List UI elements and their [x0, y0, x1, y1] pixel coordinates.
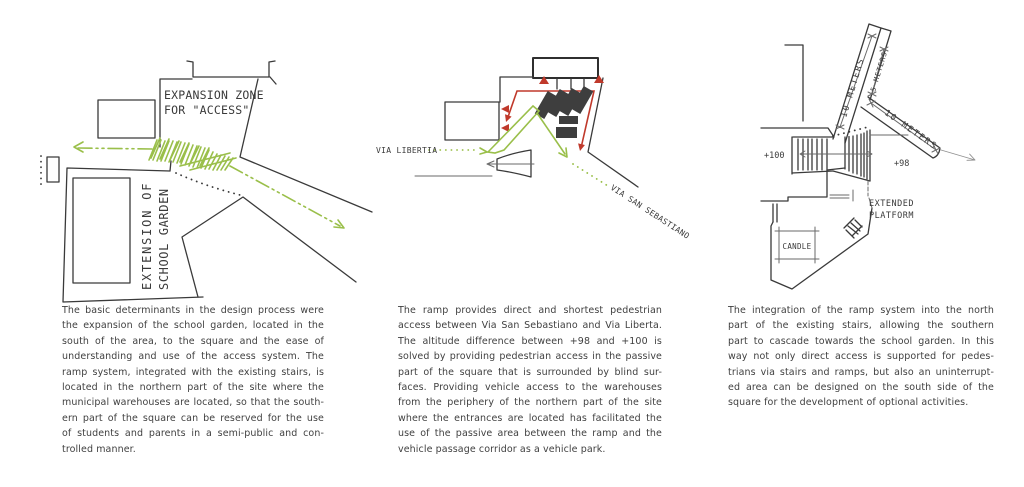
- north-building: [533, 58, 598, 78]
- ramp-stairs-drawing: [730, 20, 1010, 300]
- west-building: [445, 102, 499, 140]
- candle-box: [775, 227, 819, 263]
- paragraph-line: access between Via San Sebastiano and Via Liberta.: [398, 320, 662, 332]
- expansion-zone-drawing: [30, 45, 375, 307]
- ramp-access-paragraph: [398, 303, 662, 457]
- paragraph-line: part of the existing stairs, allowing the southern: [728, 320, 994, 332]
- paragraph-line: of students and parents in a semi-public and con-: [62, 428, 324, 440]
- school-garden-label-line2: SCHOOL GARDEN: [157, 188, 171, 290]
- paragraph-line: square for the development of optional activities.: [728, 397, 969, 409]
- via-libertia-arrow-head: [480, 148, 487, 154]
- paragraph-line: faces. Providing vehicle access to the warehouses: [398, 382, 662, 394]
- vehicle-route-arrowhead-south: [578, 143, 585, 151]
- paragraph-line: ramp system, integrated with the existing stairs, is: [62, 366, 324, 378]
- entrance-ticks: [557, 79, 584, 89]
- paragraph-line: The integration of the ramp system into the north: [728, 305, 994, 316]
- extended-platform-label-line1: EXTENDED: [869, 199, 914, 209]
- elevation-low-label: +98: [894, 159, 910, 169]
- access-hatch-area: [149, 138, 236, 170]
- warehouse-building-outline: [187, 61, 276, 84]
- paragraph-line: located in the northern part of the site where the: [62, 382, 324, 394]
- paragraph-line: solved by providing pedestrian access in the passive: [398, 351, 662, 363]
- ramp-arrow-head: [559, 148, 567, 157]
- garden-plot-boundary: [63, 161, 203, 302]
- existing-stairs: [792, 127, 908, 181]
- paragraph-line: from the periphery of the northern part of the site: [398, 397, 662, 409]
- extended-platform-label-line2: PLATFORM: [869, 211, 914, 221]
- paragraph-line: trolled manner.: [62, 443, 136, 455]
- pedestrian-dotted-path: [176, 173, 240, 195]
- paragraph-line: use of the passive area between the ramp and the: [398, 428, 662, 440]
- access-arrow-west: [78, 148, 152, 149]
- gate-marker: [47, 157, 59, 182]
- entrance-marker-west-1: [501, 105, 509, 113]
- ramp-continuation-arrow: [941, 150, 975, 160]
- ramp-outline: [488, 106, 539, 153]
- school-garden-label-line1: EXTENSION OF: [140, 181, 154, 290]
- san-sebastiano-dotted: [573, 164, 608, 186]
- paragraph-line: ed area can be designed on the south side of the: [728, 382, 994, 394]
- ramp-integration-paragraph: [728, 303, 994, 411]
- street-lower-edge: [182, 197, 356, 297]
- vehicle-bay-1: [559, 116, 578, 124]
- school-garden-rect: [73, 178, 130, 283]
- paragraph-line: vehicle passage corridor as a vehicle park.: [398, 443, 606, 455]
- vehicle-bay-2: [556, 127, 577, 138]
- expansion-zone-label-line2: FOR "ACCESS": [164, 103, 250, 117]
- via-libertia-label: VIA LIBERTIA: [376, 146, 438, 155]
- paragraph-line: part to cascade towards the school garden. In this: [728, 335, 994, 347]
- baseline: [761, 128, 834, 137]
- pedestrian-access-drawing: [370, 45, 700, 295]
- north-building-corner: [785, 45, 803, 121]
- paragraph-line: ern part of the square can be reserved for the use: [62, 412, 324, 424]
- expansion-zone-label-line1: EXPANSION ZONE: [164, 88, 264, 102]
- paragraph-line: where the entrances are located has facilitated the: [398, 412, 662, 424]
- paragraph-line: the expansion of the school garden, located in the: [62, 320, 324, 332]
- expansion-paragraph: [62, 303, 324, 457]
- elevation-high-label: +100: [764, 151, 785, 161]
- access-arrow-west-head: [74, 142, 83, 152]
- ramp-middle-dim-label: 5 METERS: [869, 50, 890, 93]
- paragraph-line: part of the square that is surrounded by blind sur-: [398, 366, 662, 378]
- paragraph-line: The altitude difference between +98 and +100 is: [398, 335, 662, 347]
- ramp-upper-dim-label: 10 METERS: [839, 56, 868, 119]
- san-sebastiano-street-edge: [588, 78, 638, 187]
- paragraph-line: The basic determinants in the design process were: [62, 305, 324, 316]
- paragraph-line: south of the area, to the square and the ease of: [62, 335, 324, 347]
- small-building: [98, 100, 155, 138]
- via-san-sebastiano-label: VIA SAN SEBASTIANO: [608, 183, 692, 241]
- paragraph-line: trians via stairs and ramps, but also an uninterrupt-: [728, 366, 994, 378]
- paragraph-line: municipal warehouses are located, so that the south-: [62, 397, 324, 409]
- paragraph-line: understanding and use of the access system. The: [62, 351, 324, 363]
- ramp-lower-dim-label: 10 METERS: [882, 108, 940, 153]
- paragraph-line: The ramp provides direct and shortest pedestrian: [398, 305, 662, 316]
- access-arrow-southeast: [230, 166, 340, 226]
- candle-label: CANDLE: [782, 242, 812, 251]
- north-wall: [500, 77, 533, 102]
- paragraph-line: way not only direct access is supported for pedes-: [728, 351, 994, 363]
